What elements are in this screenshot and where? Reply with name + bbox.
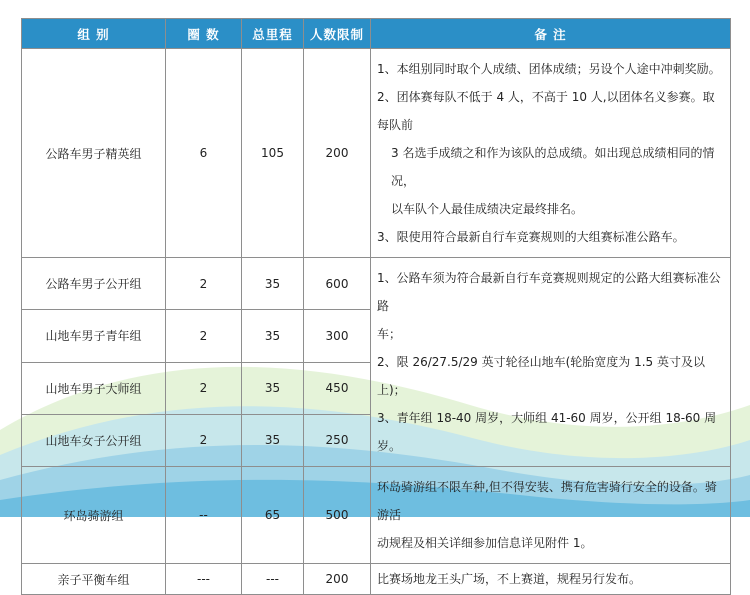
header-limit: 人数限制: [304, 19, 371, 49]
remark-line: 1、本组别同时取个人成绩、团体成绩；另设个人途中冲刺奖励。: [377, 62, 721, 76]
remark-line: 动规程及相关详细参加信息详见附件 1。: [377, 536, 593, 550]
race-group-table: [21, 18, 731, 595]
limit-cell: 300: [304, 310, 371, 362]
laps-cell: ---: [166, 564, 242, 595]
table-row: [22, 564, 731, 595]
remarks-cell: [371, 49, 731, 258]
remark-line: 1、公路车须为符合最新自行车竞赛规则规定的公路大组赛标准公路: [377, 271, 721, 313]
laps-cell: 2: [166, 258, 242, 310]
group-cell: 公路车男子精英组: [22, 49, 166, 258]
remark-line: 以车队个人最佳成绩决定最终排名。: [391, 202, 584, 216]
limit-cell: 200: [304, 49, 371, 258]
distance-cell: ---: [242, 564, 304, 595]
laps-cell: 6: [166, 49, 242, 258]
remarks-cell: [371, 564, 731, 595]
group-cell: 山地车男子大师组: [22, 362, 166, 414]
group-cell: 山地车男子青年组: [22, 310, 166, 362]
remark-line: 环岛骑游组不限车种,但不得安装、携有危害骑行安全的设备。骑游活: [377, 480, 717, 522]
remark-line: 3 名选手成绩之和作为该队的总成绩。如出现总成绩相同的情况，: [391, 146, 715, 188]
limit-cell: 600: [304, 258, 371, 310]
limit-cell: 200: [304, 564, 371, 595]
limit-cell: 450: [304, 362, 371, 414]
table-row: [22, 467, 731, 564]
header-remarks: 备 注: [371, 19, 731, 49]
table-row: [22, 258, 731, 310]
laps-cell: 2: [166, 310, 242, 362]
remark-line: 3、青年组 18-40 周岁，大师组 41-60 周岁，公开组 18-60 周岁。: [377, 411, 717, 453]
remarks-cell: [371, 467, 731, 564]
distance-cell: 105: [242, 49, 304, 258]
limit-cell: 250: [304, 414, 371, 466]
group-cell: 亲子平衡车组: [22, 564, 166, 595]
limit-cell: 500: [304, 467, 371, 564]
header-laps: 圈 数: [166, 19, 242, 49]
remark-line: 2、限 26/27.5/29 英寸轮径山地车(轮胎宽度为 1.5 英寸及以上)；: [377, 355, 706, 397]
group-cell: 公路车男子公开组: [22, 258, 166, 310]
remarks-cell: [371, 258, 731, 467]
table-header-row: [22, 19, 731, 49]
distance-cell: 35: [242, 310, 304, 362]
laps-cell: --: [166, 467, 242, 564]
header-group: 组 别: [22, 19, 166, 49]
laps-cell: 2: [166, 414, 242, 466]
remark-line: 车；: [377, 327, 402, 341]
laps-cell: 2: [166, 362, 242, 414]
table-row: [22, 49, 731, 258]
group-cell: 环岛骑游组: [22, 467, 166, 564]
distance-cell: 65: [242, 467, 304, 564]
distance-cell: 35: [242, 258, 304, 310]
remark-line: 3、限使用符合最新自行车竞赛规则的大组赛标准公路车。: [377, 230, 685, 244]
remark-line: 比赛场地龙王头广场，不上赛道，规程另行发布。: [377, 572, 642, 586]
distance-cell: 35: [242, 414, 304, 466]
remark-line: 2、团体赛每队不低于 4 人，不高于 10 人,以团体名义参赛。取每队前: [377, 90, 715, 132]
distance-cell: 35: [242, 362, 304, 414]
group-cell: 山地车女子公开组: [22, 414, 166, 466]
header-distance: 总里程: [242, 19, 304, 49]
